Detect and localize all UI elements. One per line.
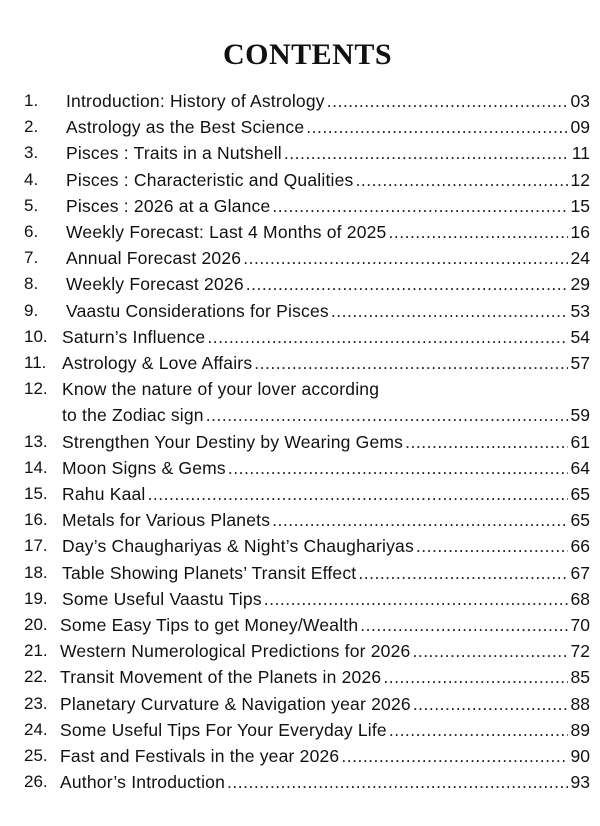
- dot-leader: [272, 507, 568, 533]
- dot-leader: [405, 429, 568, 455]
- toc-label: Strengthen Your Destiny by Wearing Gems: [62, 431, 404, 452]
- toc-row: [0, 769, 600, 795]
- toc-page-number: 66: [570, 536, 590, 557]
- toc-entry: [66, 140, 590, 166]
- toc-page-number: 65: [570, 510, 590, 531]
- toc-entry: [62, 429, 590, 455]
- toc-label: Weekly Forecast 2026: [66, 274, 244, 295]
- dot-leader: [254, 350, 568, 376]
- toc-number: 24.: [24, 719, 48, 739]
- dot-leader: [246, 271, 568, 297]
- dot-leader: [228, 455, 568, 481]
- toc-entry: [66, 114, 590, 140]
- toc-label: Table Showing Planets’ Transit Effect: [62, 562, 357, 583]
- toc-page-number: 68: [570, 588, 590, 609]
- dot-leader: [358, 560, 568, 586]
- toc-page-number: 93: [570, 772, 590, 793]
- toc-row: [0, 298, 600, 324]
- toc-label: Metals for Various Planets: [62, 510, 271, 531]
- toc-label-line1: Know the nature of your lover according: [62, 379, 380, 400]
- toc-label: Saturn’s Influence: [62, 326, 206, 347]
- toc-row: [0, 612, 600, 638]
- toc-number: 22.: [24, 667, 48, 687]
- toc-page-number: 53: [570, 300, 590, 321]
- toc-row: [0, 533, 600, 559]
- toc-number: 9.: [24, 300, 39, 320]
- toc-page-number: 57: [570, 353, 590, 373]
- toc-number: 5.: [24, 195, 39, 215]
- toc-entry: [62, 586, 590, 612]
- toc-entry: [66, 167, 590, 193]
- toc-label: Weekly Forecast: Last 4 Months of 2025: [66, 222, 387, 242]
- toc-row: [0, 560, 600, 586]
- toc-page-number: 85: [570, 667, 590, 688]
- toc-page-number: 64: [570, 457, 590, 478]
- toc-label: Fast and Festivals in the year 2026: [60, 746, 340, 766]
- toc-page-number: 24: [570, 248, 590, 269]
- toc-row: [0, 507, 600, 533]
- toc-row: [0, 481, 600, 507]
- dot-leader: [413, 691, 568, 717]
- toc-row-continuation: [0, 402, 600, 428]
- toc-label: Moon Signs & Gems: [62, 457, 226, 478]
- toc-label: Introduction: History of Astrology: [66, 91, 325, 111]
- toc-number: 2.: [24, 117, 39, 137]
- toc-row: [0, 376, 600, 402]
- toc-label: Vaastu Considerations for Pisces: [66, 300, 329, 321]
- toc-entry: [60, 638, 590, 664]
- dot-leader: [272, 193, 568, 219]
- toc-label: Day’s Chaughariyas & Night’s Chaughariyas: [62, 536, 414, 557]
- toc-row: [0, 586, 600, 612]
- toc-row: [0, 429, 600, 455]
- toc-label: Some Useful Vaastu Tips: [62, 588, 262, 609]
- toc-entry: [60, 769, 590, 795]
- dot-leader: [331, 298, 568, 324]
- toc-page-number: 72: [570, 641, 590, 662]
- toc-entry: [66, 298, 590, 324]
- toc-label: Rahu Kaal: [62, 484, 146, 504]
- toc-number: 20.: [24, 615, 48, 634]
- toc-number: 26.: [24, 772, 48, 792]
- page-title: CONTENTS: [222, 38, 393, 71]
- toc-page-number: 11: [571, 143, 590, 164]
- toc-label: Planetary Curvature & Navigation year 2026: [60, 693, 411, 714]
- toc-number: 8.: [24, 274, 39, 294]
- toc-page-number: 29: [570, 274, 590, 295]
- toc-label: Author’s Introduction: [60, 772, 226, 793]
- toc-page-number: 61: [570, 431, 590, 452]
- dot-leader: [389, 717, 568, 743]
- toc-row: [0, 193, 600, 219]
- toc-label: Pisces : 2026 at a Glance: [66, 195, 271, 216]
- toc-row: [0, 743, 600, 769]
- toc-entry: [60, 717, 590, 743]
- dot-leader: [207, 324, 568, 350]
- toc-number: 6.: [24, 222, 39, 241]
- toc-number: 1.: [24, 91, 39, 110]
- toc-row: [0, 88, 600, 114]
- toc-label: Astrology as the Best Science: [66, 117, 305, 138]
- toc-entry: [62, 402, 590, 428]
- toc-page-number: 65: [570, 484, 590, 504]
- toc-row: [0, 691, 600, 717]
- dot-leader: [356, 167, 568, 193]
- toc-number: 4.: [24, 169, 39, 189]
- dot-leader: [306, 114, 568, 140]
- toc-row: [0, 114, 600, 140]
- toc-entry: [62, 481, 590, 507]
- toc-label: Astrology & Love Affairs: [62, 353, 253, 373]
- toc-number: 3.: [24, 143, 39, 163]
- toc-number: 7.: [24, 248, 39, 268]
- toc-entry: [60, 691, 590, 717]
- toc-entry: [66, 88, 590, 114]
- toc-row: [0, 350, 600, 376]
- toc-page-number: 89: [570, 719, 590, 740]
- toc-entry: [62, 324, 590, 350]
- toc-number: 14.: [24, 457, 48, 477]
- toc-label: Annual Forecast 2026: [66, 248, 242, 269]
- toc-page-number: 90: [570, 746, 590, 766]
- toc-page-number: 15: [570, 195, 590, 216]
- toc-number: 23.: [24, 693, 48, 713]
- toc-row: [0, 324, 600, 350]
- toc-number: 10.: [24, 326, 48, 346]
- toc-row: [0, 664, 600, 690]
- toc-page-number: 67: [570, 562, 590, 583]
- toc-entry: [66, 193, 590, 219]
- dot-leader: [416, 533, 568, 559]
- toc-row: [0, 245, 600, 271]
- toc-number: 15.: [24, 484, 48, 503]
- toc-row: [0, 717, 600, 743]
- toc-number: 18.: [24, 562, 48, 582]
- toc-label: Some Easy Tips to get Money/Wealth: [60, 615, 359, 635]
- toc-row: [0, 638, 600, 664]
- dot-leader: [206, 402, 568, 428]
- toc-page-number: 09: [570, 117, 590, 138]
- toc-label: Some Useful Tips For Your Everyday Life: [60, 719, 387, 740]
- dot-leader: [243, 245, 568, 271]
- dot-leader: [327, 88, 568, 114]
- toc-entry: [66, 271, 590, 297]
- toc-number: 25.: [24, 746, 48, 765]
- toc-entry: [62, 350, 590, 376]
- toc-number: 21.: [24, 641, 48, 661]
- toc-entry: [60, 664, 590, 690]
- toc-page-number: 12: [570, 169, 590, 190]
- toc-page-number: 03: [570, 91, 590, 111]
- dot-leader: [341, 743, 568, 769]
- toc-page-number: 88: [570, 693, 590, 714]
- toc-label: to the Zodiac sign: [62, 405, 204, 426]
- toc-page-number: 54: [570, 326, 590, 347]
- toc-page-number: 16: [570, 222, 590, 242]
- toc-row: [0, 271, 600, 297]
- toc-number: 17.: [24, 536, 48, 556]
- toc-entry: [60, 743, 590, 769]
- toc-label: Transit Movement of the Planets in 2026: [60, 667, 382, 688]
- toc-entry: [62, 533, 590, 559]
- toc-label: Pisces : Traits in a Nutshell: [66, 143, 282, 164]
- dot-leader: [389, 219, 569, 245]
- dot-leader: [148, 481, 568, 507]
- toc-number: 16.: [24, 510, 48, 530]
- toc-row: [0, 167, 600, 193]
- dot-leader: [227, 769, 568, 795]
- dot-leader: [284, 140, 568, 166]
- toc-page-number: 70: [570, 615, 590, 635]
- toc-entry: [66, 245, 590, 271]
- toc-row: [0, 219, 600, 245]
- toc-label: Pisces : Characteristic and Qualities: [66, 169, 354, 190]
- toc-page-number: 59: [570, 405, 590, 426]
- dot-leader: [360, 612, 568, 638]
- toc-entry: [62, 455, 590, 481]
- toc-row: [0, 140, 600, 166]
- toc-row: [0, 455, 600, 481]
- dot-leader: [264, 586, 568, 612]
- toc-number: 13.: [24, 431, 48, 451]
- toc-number: 12.: [24, 379, 48, 399]
- toc-number: 11.: [24, 353, 47, 372]
- toc-entry: [60, 612, 590, 638]
- toc-label: Western Numerological Predictions for 2026: [60, 641, 411, 662]
- toc-entry: [66, 219, 590, 245]
- toc-number: 19.: [24, 588, 48, 608]
- toc-entry: [62, 507, 590, 533]
- toc-entry: [62, 560, 590, 586]
- dot-leader: [383, 664, 568, 690]
- dot-leader: [412, 638, 568, 664]
